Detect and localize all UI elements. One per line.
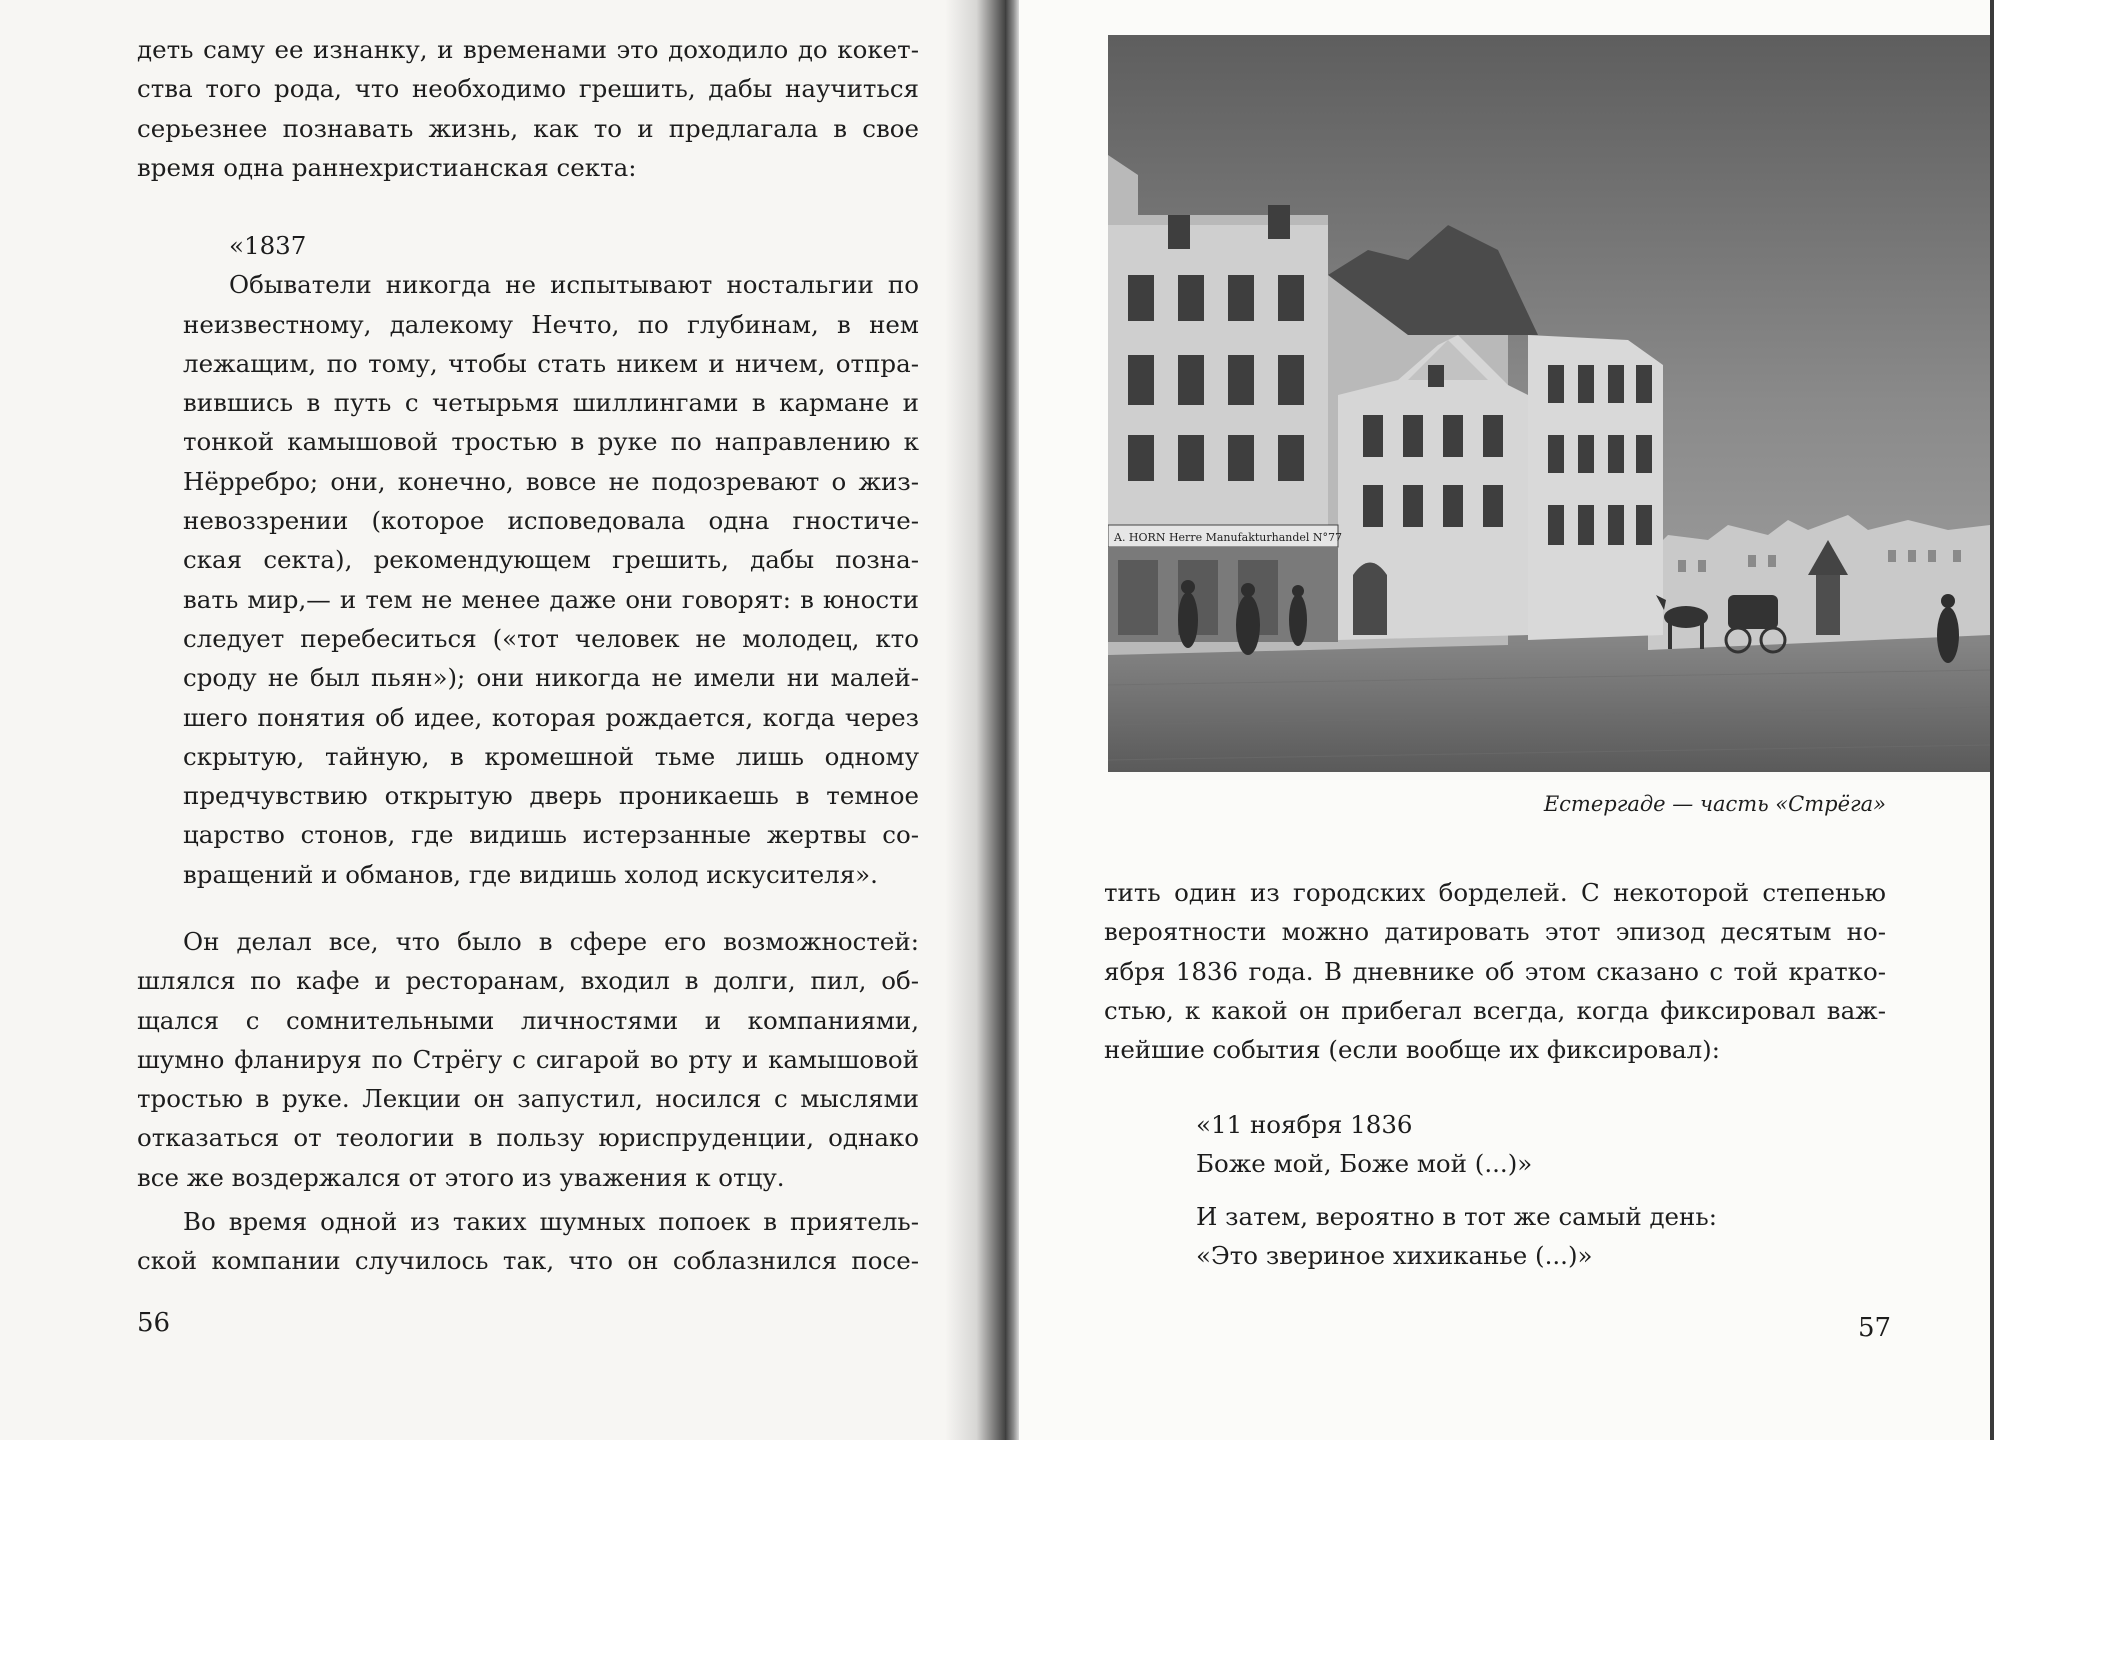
page-number-left: 56 [137,1308,171,1338]
text-line: царство стонов, где видишь истерзанные жертвы со- [183,820,919,850]
text-line: ства того рода, что необходимо грешить, дабы научиться [137,74,919,104]
text-line: все же воздержался от этого из уважения к отцу. [137,1162,785,1192]
text-line: вероятности можно датировать этот эпизод десятым но- [1104,917,1886,947]
text-line: ская секта), рекомендующем грешить, дабы позна- [183,545,919,575]
left-intro-paragraph [137,30,919,187]
shop-sign-text: A. HORN Herre Manufakturhandel N°77 [1114,531,1343,544]
left-paragraph-2 [137,922,919,1197]
text-line: Боже мой, Боже мой (...)» [1196,1149,1533,1179]
text-line: Обыватели никогда не испытывают ностальгии по [229,270,919,300]
ostergade-engraving [1108,35,1990,772]
text-line: лежащим, по тому, чтобы стать никем и ничем, отпра- [183,348,919,378]
left-paragraph-3 [137,1202,919,1281]
text-line: Он делал все, что было в сфере его возможностей: [183,927,919,956]
page-number-right: 57 [1858,1313,1892,1343]
text-line: тростью в руке. Лекции он запустил, носился с мыслями [137,1084,919,1114]
text-line: предчувствию открытую дверь проникаешь в темное [183,781,919,811]
text-line: неизвестному, далекому Нечто, по глубинам, в нем [183,309,919,339]
illustration-caption: Естергаде — часть «Стрёга» [1543,792,1886,816]
text-line: скрытую, тайную, в кромешной тьме лишь одному [183,741,919,771]
text-line: нейшие события (если вообще их фиксировал): [1104,1035,1720,1065]
right-paragraph-1 [1104,873,1886,1069]
text-line: тонкой камышовой тростью в руке по направлению к [183,427,919,457]
text-line: тить один из городских борделей. С некоторой степенью [1104,878,1886,907]
text-line: стью, к какой он прибегал всегда, когда фиксировал важ- [1104,995,1886,1025]
text-line: вращений и обманов, где видишь холод искусителя». [183,859,878,889]
diary-quote-1837 [183,226,919,894]
street-scene-illustration [1108,35,1990,772]
quote-date: «1837 [229,231,307,260]
page-edge [1990,0,1994,1440]
text-line: шумно фланируя по Стрёгу с сигарой во рту и камышовой [137,1044,919,1074]
text-line: ской компании случилось так, что он соблазнился посе- [137,1246,919,1276]
text-line: щался с сомнительными личностями и компаниями, [137,1005,919,1035]
diary-quote-1836 [1196,1105,1886,1184]
text-line: невоззрении (которое исповедовала одна гностиче- [183,506,919,536]
text-line: вать мир,— и тем не менее даже они говорят: в юности [183,584,919,614]
text-line: сроду не был пьян»); они никогда не имели ни малей- [183,663,919,693]
quote-date: «11 ноября 1836 [1196,1110,1413,1139]
text-line: шего понятия об идее, которая рождается, когда через [183,702,919,732]
text-line: ября 1836 года. В дневнике об этом сказано с той кратко- [1104,956,1886,986]
text-line: время одна раннехристианская секта: [137,152,637,182]
text-line: «Это звериное хихиканье (...)» [1196,1241,1593,1271]
right-paragraph-2 [1196,1197,1886,1276]
text-line: шлялся по кафе и ресторанам, входил в долги, пил, об- [137,966,919,996]
text-line: следует перебеситься («тот человек не молодец, кто [183,623,919,653]
text-line: Во время одной из таких шумных попоек в приятель- [183,1207,919,1236]
text-line: Нёрребро; они, конечно, вовсе не подозревают о жиз- [183,466,919,496]
text-line: серьезнее познавать жизнь, как то и предлагала в свое [137,113,919,143]
text-line: деть саму ее изнанку, и временами это доходило до кокет- [137,35,919,64]
text-line: И затем, вероятно в тот же самый день: [1196,1202,1717,1231]
text-line: отказаться от теологии в пользу юриспруденции, однако [137,1123,919,1153]
text-line: вившись в путь с четырьмя шиллингами в кармане и [183,388,919,418]
book-spine-fold [1005,0,1019,1440]
